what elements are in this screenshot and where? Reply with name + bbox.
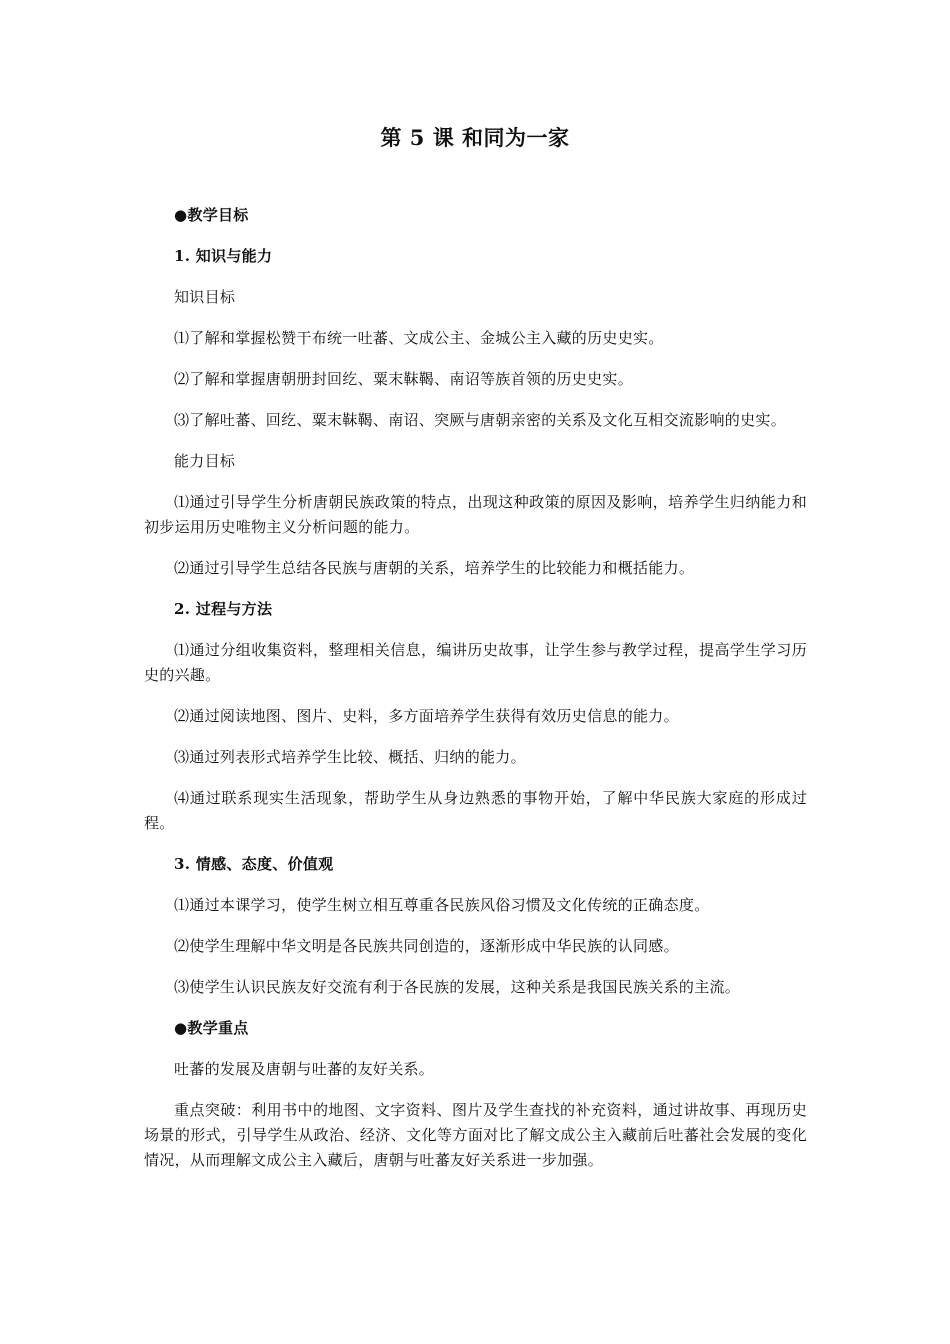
label-ability-goals: 能力目标: [174, 452, 236, 470]
paragraph: ⑵通过阅读地图、图片、史料，多方面培养学生获得有效历史信息的能力。: [174, 707, 679, 725]
paragraph: ⑴通过本课学习，使学生树立相互尊重各民族风俗习惯及文化传统的正确态度。: [174, 896, 710, 914]
subheading-process-method: 2. 过程与方法: [174, 600, 273, 618]
paragraph: ⑶了解吐蕃、回纥、粟末靺鞨、南诏、突厥与唐朝亲密的关系及文化互相交流影响的史实。: [174, 411, 787, 429]
section-heading-teaching-goals: ●教学目标: [174, 206, 249, 224]
paragraph: 重点突破：利用书中的地图、文字资料、图片及学生查找的补充资料，通过讲故事、再现历史场景的形式，引导学生从政治、经济、文化等方面对比了解文成公主入藏前后吐蕃社会发展的变化情况，从而理解文成公主入藏后，唐朝与吐蕃友好关系进一步加强。: [144, 1101, 807, 1169]
paragraph: ⑵通过引导学生总结各民族与唐朝的关系，培养学生的比较能力和概括能力。: [174, 559, 695, 577]
paragraph: 吐蕃的发展及唐朝与吐蕃的友好关系。: [174, 1060, 435, 1078]
subheading-knowledge-ability: 1. 知识与能力: [174, 247, 273, 265]
paragraph: ⑵使学生理解中华文明是各民族共同创造的，逐渐形成中华民族的认同感。: [174, 937, 679, 955]
paragraph: ⑶通过列表形式培养学生比较、概括、归纳的能力。: [174, 748, 526, 766]
paragraph: ⑴了解和掌握松赞干布统一吐蕃、文成公主、金城公主入藏的历史史实。: [174, 329, 664, 347]
section-heading-teaching-focus: ●教学重点: [174, 1019, 249, 1037]
document-body: [144, 203, 807, 1189]
label-knowledge-goals: 知识目标: [174, 288, 236, 306]
paragraph: ⑴通过分组收集资料，整理相关信息，编讲历史故事，让学生参与教学过程，提高学生学习历史的兴趣。: [144, 641, 807, 684]
paragraph: ⑷通过联系现实生活现象，帮助学生从身边熟悉的事物开始，了解中华民族大家庭的形成过程。: [144, 789, 807, 832]
subheading-emotion-values: 3. 情感、态度、价值观: [174, 855, 334, 873]
paragraph: ⑴通过引导学生分析唐朝民族政策的特点，出现这种政策的原因及影响，培养学生归纳能力和初步运用历史唯物主义分析问题的能力。: [144, 493, 807, 536]
paragraph: ⑶使学生认识民族友好交流有利于各民族的发展，这种关系是我国民族关系的主流。: [174, 978, 741, 996]
document-title: 第 5 课 和同为一家: [380, 125, 570, 150]
paragraph: ⑵了解和掌握唐朝册封回纥、粟末靺鞨、南诏等族首领的历史史实。: [174, 370, 634, 388]
